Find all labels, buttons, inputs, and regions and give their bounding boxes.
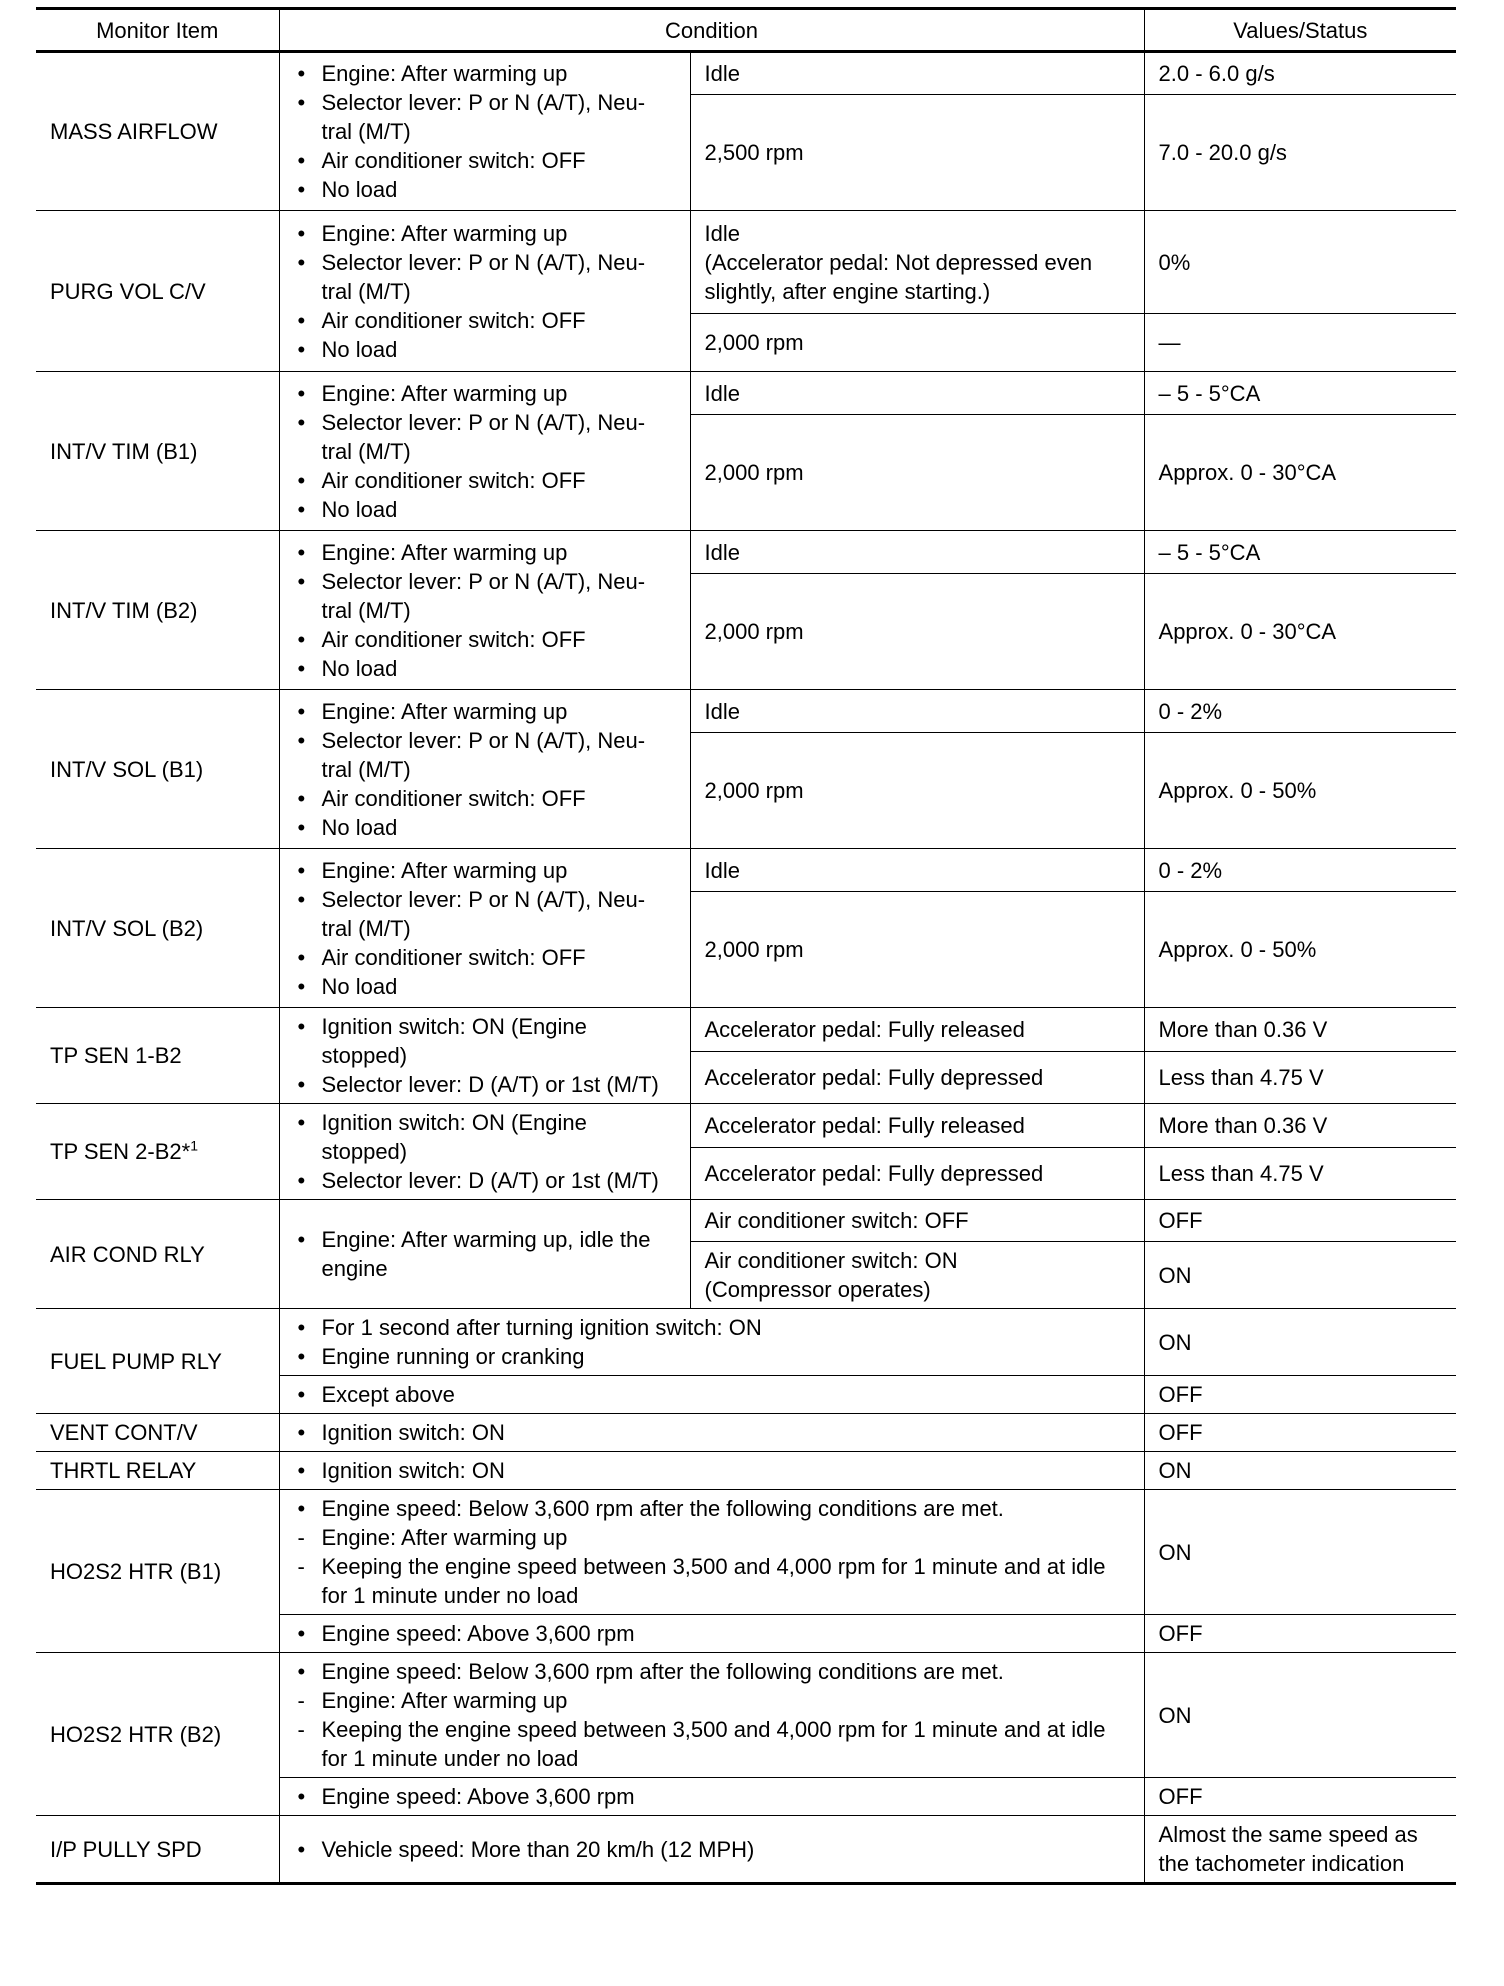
condition-list-cell xyxy=(279,372,690,531)
condition-list-cell xyxy=(279,1778,1144,1816)
monitor-item-cell: THRTL RELAY xyxy=(36,1452,279,1490)
value-cell: More than 0.36 V xyxy=(1144,1104,1456,1148)
table-row xyxy=(36,1414,1456,1452)
value-cell: OFF xyxy=(1144,1414,1456,1452)
condition-bullet: • Engine: After warming up, idle the engine xyxy=(297,1227,651,1281)
condition-bullet: • Ignition switch: ON (Engine stopped) xyxy=(297,1110,587,1164)
condition-bullet: • Engine speed: Above 3,600 rpm xyxy=(297,1621,635,1646)
value-cell: 0 - 2% xyxy=(1144,690,1456,733)
monitor-item-cell: MASS AIRFLOW xyxy=(36,52,279,211)
condition-bullet: • Air conditioner switch: OFF xyxy=(297,148,586,173)
monitor-table-container xyxy=(36,7,1456,1885)
condition-dash-item: - Engine: After warming up xyxy=(297,1688,568,1713)
condition-bullet: • Engine running or cranking xyxy=(297,1344,585,1369)
condition-list-cell xyxy=(279,1008,690,1104)
condition-list-cell xyxy=(279,1490,1144,1615)
condition-bullet: • No load xyxy=(297,973,398,999)
sub-condition-cell: 2,000 rpm xyxy=(690,574,1144,690)
sub-condition-cell xyxy=(690,1242,1144,1309)
value-cell: 0% xyxy=(1144,211,1456,314)
condition-bullet: • For 1 second after turning ignition switch: ON xyxy=(297,1315,762,1340)
condition-bullet: • Selector lever: D (A/T) or 1st (M/T) xyxy=(297,1072,659,1097)
monitor-item-cell: INT/V TIM (B1) xyxy=(36,372,279,531)
condition-bullet: • Engine: After warming up xyxy=(297,61,568,86)
condition-bullet: • No load xyxy=(297,177,398,202)
sub-condition-note: (Accelerator pedal: Not depressed even slightly, after engine starting.) xyxy=(704,249,1093,304)
condition-bullet: • Air conditioner switch: OFF xyxy=(297,626,586,652)
footnote-marker: 1 xyxy=(190,1137,199,1154)
condition-bullet: • Engine: After warming up xyxy=(297,698,568,724)
monitor-item-cell: HO2S2 HTR (B1) xyxy=(36,1490,279,1653)
table-row xyxy=(36,1104,1456,1148)
condition-bullet: • Ignition switch: ON xyxy=(297,1420,505,1445)
header-values-status: Values/Status xyxy=(1144,9,1456,52)
table-row xyxy=(36,1452,1456,1490)
condition-list-cell xyxy=(279,531,690,690)
condition-list-cell xyxy=(279,211,690,372)
condition-bullet: • Vehicle speed: More than 20 km/h (12 MPH) xyxy=(297,1836,755,1862)
monitor-item-cell: INT/V SOL (B2) xyxy=(36,849,279,1008)
value-cell: ON xyxy=(1144,1653,1456,1778)
sub-condition-text: Idle xyxy=(704,220,740,246)
sub-condition-cell: 2,000 rpm xyxy=(690,314,1144,372)
monitor-item-cell: VENT CONT/V xyxy=(36,1414,279,1452)
condition-bullet: • Ignition switch: ON (Engine stopped) xyxy=(297,1014,587,1068)
monitor-item-cell: AIR COND RLY xyxy=(36,1200,279,1309)
condition-list-cell xyxy=(279,1414,1144,1452)
condition-bullet: • Air conditioner switch: OFF xyxy=(297,785,586,811)
condition-bullet: • No load xyxy=(297,814,398,840)
sub-condition-cell: Accelerator pedal: Fully released xyxy=(690,1104,1144,1148)
value-cell: ON xyxy=(1144,1490,1456,1615)
condition-dash-item: - Engine: After warming up xyxy=(297,1525,568,1550)
condition-bullet: • Selector lever: P or N (A/T), Neu-tral (M/T) xyxy=(297,409,646,464)
sub-condition-cell xyxy=(690,211,1144,314)
value-cell: OFF xyxy=(1144,1376,1456,1414)
value-cell: – 5 - 5°CA xyxy=(1144,531,1456,574)
condition-list-cell xyxy=(279,1200,690,1309)
sub-condition-cell: 2,500 rpm xyxy=(690,95,1144,211)
condition-bullet: • Air conditioner switch: OFF xyxy=(297,467,586,493)
condition-list-cell xyxy=(279,1452,1144,1490)
monitor-item-cell: PURG VOL C/V xyxy=(36,211,279,372)
value-cell: Approx. 0 - 30°CA xyxy=(1144,574,1456,690)
sub-condition-cell: Idle xyxy=(690,849,1144,892)
table-row xyxy=(36,1490,1456,1615)
sub-condition-cell: Accelerator pedal: Fully released xyxy=(690,1008,1144,1052)
condition-bullet: • Selector lever: P or N (A/T), Neu-tral (M/T) xyxy=(297,727,646,782)
condition-bullet: • No load xyxy=(297,496,398,522)
sub-condition-note: (Compressor operates) xyxy=(704,1277,931,1302)
sub-condition-cell: Accelerator pedal: Fully depressed xyxy=(690,1051,1144,1103)
value-cell: OFF xyxy=(1144,1615,1456,1653)
value-cell: 0 - 2% xyxy=(1144,849,1456,892)
condition-list-cell xyxy=(279,1816,1144,1884)
condition-list-cell xyxy=(279,52,690,211)
table-row xyxy=(36,849,1456,892)
monitor-item-cell: INT/V TIM (B2) xyxy=(36,531,279,690)
value-cell: ON xyxy=(1144,1242,1456,1309)
condition-list-cell xyxy=(279,1376,1144,1414)
sub-condition-cell: 2,000 rpm xyxy=(690,892,1144,1008)
monitor-item-cell: HO2S2 HTR (B2) xyxy=(36,1653,279,1816)
value-cell: Almost the same speed as the tachometer indication xyxy=(1144,1816,1456,1884)
monitor-item-cell: INT/V SOL (B1) xyxy=(36,690,279,849)
value-cell: 7.0 - 20.0 g/s xyxy=(1144,95,1456,211)
value-cell: Approx. 0 - 50% xyxy=(1144,892,1456,1008)
sub-condition-cell: Idle xyxy=(690,52,1144,95)
condition-bullet: • No load xyxy=(297,336,398,362)
sub-condition-cell: Idle xyxy=(690,531,1144,574)
condition-bullet: • Engine: After warming up xyxy=(297,539,568,565)
condition-bullet: • Except above xyxy=(297,1382,455,1407)
condition-bullet: • Selector lever: P or N (A/T), Neu-tral (M/T) xyxy=(297,249,646,304)
header-condition: Condition xyxy=(279,9,1144,52)
condition-bullet: • Engine speed: Above 3,600 rpm xyxy=(297,1784,635,1809)
condition-list-cell xyxy=(279,1104,690,1200)
condition-bullet: • Selector lever: P or N (A/T), Neu-tral (M/T) xyxy=(297,886,646,941)
value-cell: — xyxy=(1144,314,1456,372)
condition-bullet: • Selector lever: P or N (A/T), Neu-tral (M/T) xyxy=(297,568,646,623)
condition-bullet: • Engine speed: Below 3,600 rpm after the following conditions are met. xyxy=(297,1496,1004,1521)
value-cell: Less than 4.75 V xyxy=(1144,1147,1456,1199)
condition-bullet: • Engine: After warming up xyxy=(297,380,568,406)
monitor-item-cell: TP SEN 1-B2 xyxy=(36,1008,279,1104)
condition-bullet: • Engine speed: Below 3,600 rpm after the following conditions are met. xyxy=(297,1659,1004,1684)
sub-condition-cell: Idle xyxy=(690,690,1144,733)
table-row xyxy=(36,211,1456,314)
monitor-item-table xyxy=(36,7,1456,1885)
condition-list-cell xyxy=(279,849,690,1008)
condition-bullet: • Engine: After warming up xyxy=(297,220,568,246)
table-row xyxy=(36,1653,1456,1778)
condition-bullet: • Selector lever: D (A/T) or 1st (M/T) xyxy=(297,1168,659,1193)
condition-list-cell xyxy=(279,1615,1144,1653)
value-cell: Approx. 0 - 50% xyxy=(1144,733,1456,849)
table-row xyxy=(36,531,1456,574)
condition-bullet: • Air conditioner switch: OFF xyxy=(297,307,586,333)
sub-condition-cell: 2,000 rpm xyxy=(690,733,1144,849)
table-row xyxy=(36,690,1456,733)
value-cell: 2.0 - 6.0 g/s xyxy=(1144,52,1456,95)
sub-condition-cell: Air conditioner switch: OFF xyxy=(690,1200,1144,1242)
sub-condition-cell: 2,000 rpm xyxy=(690,415,1144,531)
sub-condition-cell: Accelerator pedal: Fully depressed xyxy=(690,1147,1144,1199)
condition-dash-item: - Keeping the engine speed between 3,500 and 4,000 rpm for 1 minute and at idle for 1 minute under no load xyxy=(297,1717,1106,1771)
table-header-row xyxy=(36,9,1456,52)
condition-bullet: • Ignition switch: ON xyxy=(297,1458,505,1483)
condition-bullet: • No load xyxy=(297,655,398,681)
value-cell: ON xyxy=(1144,1452,1456,1490)
header-monitor-item: Monitor Item xyxy=(36,9,279,52)
value-cell: ON xyxy=(1144,1309,1456,1376)
condition-dash-item: - Keeping the engine speed between 3,500 and 4,000 rpm for 1 minute and at idle for 1 minute under no load xyxy=(297,1554,1106,1608)
condition-bullet: • Engine: After warming up xyxy=(297,857,568,883)
table-row xyxy=(36,372,1456,415)
table-row xyxy=(36,52,1456,95)
condition-list-cell xyxy=(279,690,690,849)
monitor-item-cell: FUEL PUMP RLY xyxy=(36,1309,279,1414)
condition-list-cell xyxy=(279,1653,1144,1778)
table-row xyxy=(36,1309,1456,1376)
condition-bullet: • Air conditioner switch: OFF xyxy=(297,944,586,970)
monitor-item-cell: I/P PULLY SPD xyxy=(36,1816,279,1884)
value-cell: OFF xyxy=(1144,1200,1456,1242)
value-cell: More than 0.36 V xyxy=(1144,1008,1456,1052)
table-row xyxy=(36,1008,1456,1052)
condition-list-cell xyxy=(279,1309,1144,1376)
sub-condition-text: Air conditioner switch: ON xyxy=(704,1248,958,1273)
table-row xyxy=(36,1200,1456,1242)
value-cell: Less than 4.75 V xyxy=(1144,1051,1456,1103)
table-row xyxy=(36,1816,1456,1884)
value-cell: OFF xyxy=(1144,1778,1456,1816)
condition-bullet: • Selector lever: P or N (A/T), Neu-tral (M/T) xyxy=(297,90,646,144)
sub-condition-cell: Idle xyxy=(690,372,1144,415)
monitor-item-cell: TP SEN 2-B2*$^1$ xyxy=(36,1104,279,1200)
value-cell: – 5 - 5°CA xyxy=(1144,372,1456,415)
value-cell: Approx. 0 - 30°CA xyxy=(1144,415,1456,531)
